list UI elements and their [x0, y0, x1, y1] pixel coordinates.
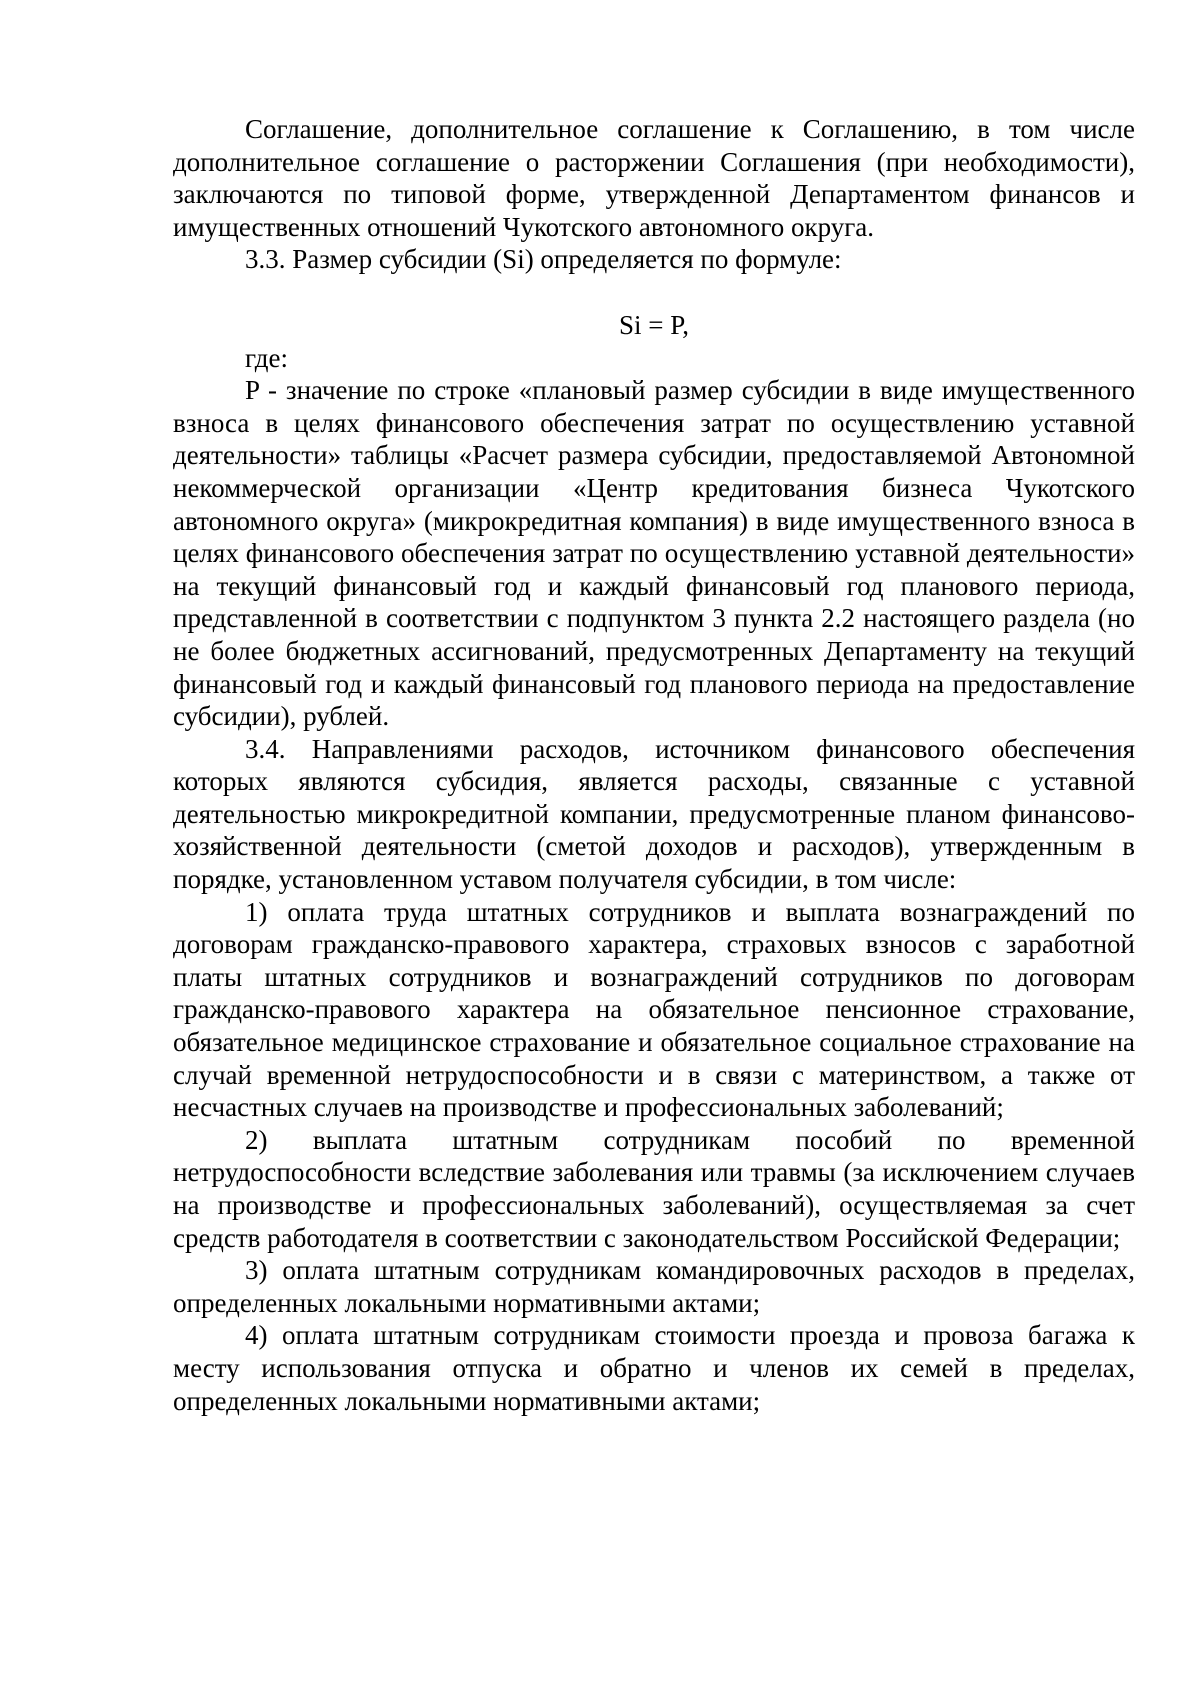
document-body — [173, 113, 1135, 1417]
list-item-4: 4) оплата штатным сотрудникам стоимости проезда и провоза багажа к месту использования отпуска и обратно и членов их семей в пределах, определенных локальными нормативными актами; — [173, 1320, 1135, 1416]
formula-where-label: где: — [245, 342, 288, 373]
paragraph-3-4: 3.4. Направлениями расходов, источником финансового обеспечения которых являются субсидия, является расходы, связанные с уставной деятельностью микрокредитной компании, предусмотренные планом финансово-хозяйственной деятельности (сметой доходов и расходов), утвержденным в порядке, установленном уставом получателя субсидии, в том числе: — [173, 733, 1135, 895]
list-item-1: 1) оплата труда штатных сотрудников и выплата вознаграждений по договорам гражданско-правового характера, страховых взносов с заработной платы штатных сотрудников и вознаграждений сотрудников по договорам гражданско-правового характера на обязательное пенсионное страхование, обязательное медицинское страхование и обязательное социальное страхование на случай временной нетрудоспособности и в связи с материнством, а также от несчастных случаев на производстве и профессиональных заболеваний; — [173, 896, 1135, 1123]
paragraph-p-definition: P - значение по строке «плановый размер субсидии в виде имущественного взноса в целях финансового обеспечения затрат по осуществлению уставной деятельности» таблицы «Расчет размера субсидии, предоставляемой Автономной некоммерческой организации «Центр кредитования бизнеса Чукотского автономного округа» (микрокредитная компания) в виде имущественного взноса в целях финансового обеспечения затрат по осуществлению уставной деятельности» на текущий финансовый год и каждый финансовый год планового периода, представленной в соответствии с подпунктом 3 пункта 2.2 настоящего раздела (но не более бюджетных ассигнований, предусмотренных Департаменту на текущий финансовый год и каждый финансовый год планового периода на предоставление субсидии), рублей. — [173, 375, 1135, 732]
paragraph-agreement: Соглашение, дополнительное соглашение к Соглашению, в том числе дополнительное соглашение о расторжении Соглашения (при необходимости), заключаются по типовой форме, утвержденной Департаментом финансов и имущественных отношений Чукотского автономного округа. — [173, 114, 1135, 242]
list-item-2: 2) выплата штатным сотрудникам пособий по временной нетрудоспособности вследствие заболевания или травмы (за исключением случаев на производстве и профессиональных заболеваний), осуществляемая за счет средств работодателя в соответствии с законодательством Российской Федерации; — [173, 1124, 1135, 1253]
paragraph-3-3: 3.3. Размер субсидии (Si) определяется по формуле: — [245, 244, 842, 275]
formula: Si = P, — [618, 309, 690, 340]
list-item-3: 3) оплата штатным сотрудникам командировочных расходов в пределах, определенных локальными нормативными актами; — [173, 1255, 1135, 1318]
